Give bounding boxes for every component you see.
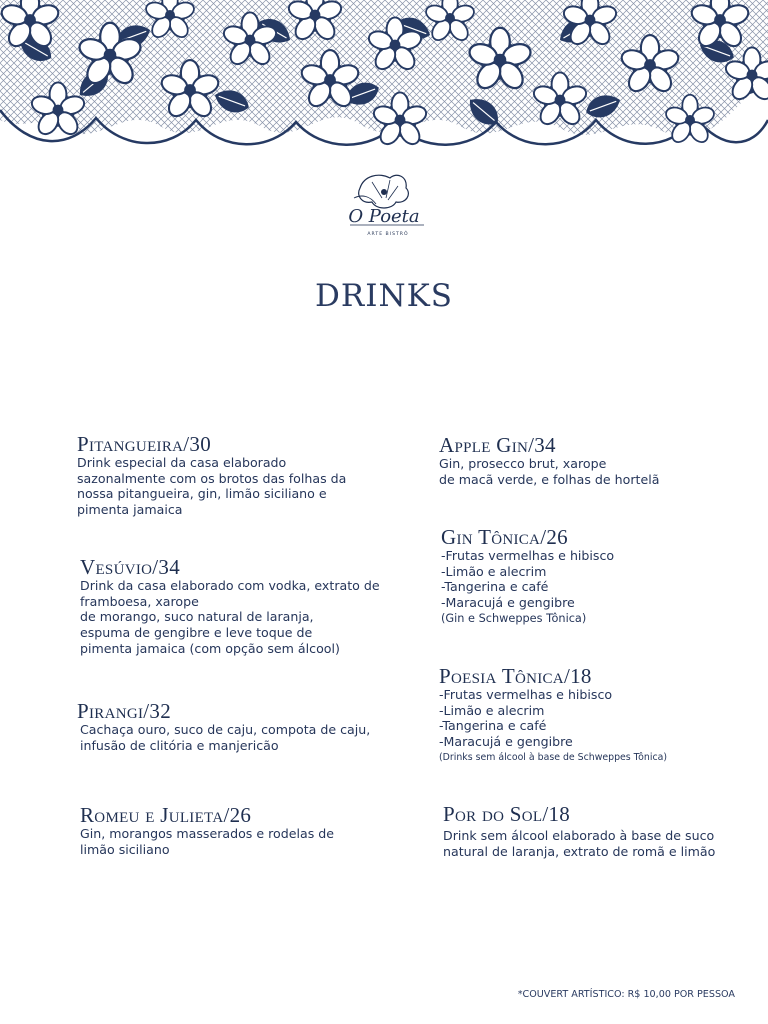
page-title: DRINKS	[315, 278, 453, 314]
drink-description: Gin, prosecco brut, xarope de macã verde, e folhas de hortelã	[439, 456, 660, 487]
drink-options: -Frutas vermelhas e hibisco -Limão e alecrim -Tangerina e café -Maracujá e gengibre	[439, 687, 613, 750]
drink-name: Gin Tônica/26	[441, 525, 568, 549]
menu-item	[439, 434, 759, 487]
drink-name: Pirangi/32	[77, 699, 172, 723]
menu-item	[439, 665, 759, 765]
drink-note: (Gin e Schweppes Tônica)	[441, 611, 587, 625]
drink-name: Vesúvio/34	[80, 555, 180, 579]
drink-name: Romeu e Julieta/26	[80, 803, 252, 827]
drink-note: (Drinks sem álcool à base de Schweppes Tônica)	[439, 751, 668, 763]
logo-mark	[332, 168, 436, 244]
couvert-notice: *COUVERT ARTÍSTICO: R$ 10,00 POR PESSOA	[517, 989, 735, 1000]
brand-logo	[332, 168, 436, 244]
logo-name: O Poeta	[348, 206, 420, 227]
menu-item	[77, 700, 397, 753]
drink-name: Apple Gin/34	[439, 433, 556, 457]
logo-tagline: ARTE BISTRÔ	[367, 232, 409, 237]
drink-options: -Frutas vermelhas e hibisco -Limão e alecrim -Tangerina e café -Maracujá e gengibre	[441, 548, 615, 611]
drink-name: Poesia Tônica/18	[439, 664, 592, 688]
menu-item	[443, 803, 763, 859]
menu-item	[80, 804, 400, 857]
lace-floral-border	[0, 0, 768, 160]
menu-item	[80, 556, 400, 657]
drink-description: Gin, morangos masserados e rodelas de limão siciliano	[80, 826, 334, 857]
drink-name: Por do Sol/18	[443, 802, 571, 826]
drink-description: Drink sem álcool elaborado à base de suco natural de laranja, extrato de romã e limão	[443, 828, 716, 859]
menu-item	[441, 526, 761, 626]
menu-item	[77, 433, 397, 518]
drink-name: Pitangueira/30	[77, 432, 211, 456]
drink-description: Drink especial da casa elaborado sazonalmente com os brotos das folhas da nossa pitangueira, gin, limão siciliano e pimenta jamaica	[77, 455, 347, 518]
drink-description: Cachaça ouro, suco de caju, compota de caju, infusão de clitória e manjericão	[80, 722, 371, 753]
drink-description: Drink da casa elaborado com vodka, extrato de framboesa, xarope de morango, suco natural de laranja, espuma de gengibre e leve toque de pimenta jamaica (com opção sem álcool)	[80, 578, 380, 656]
